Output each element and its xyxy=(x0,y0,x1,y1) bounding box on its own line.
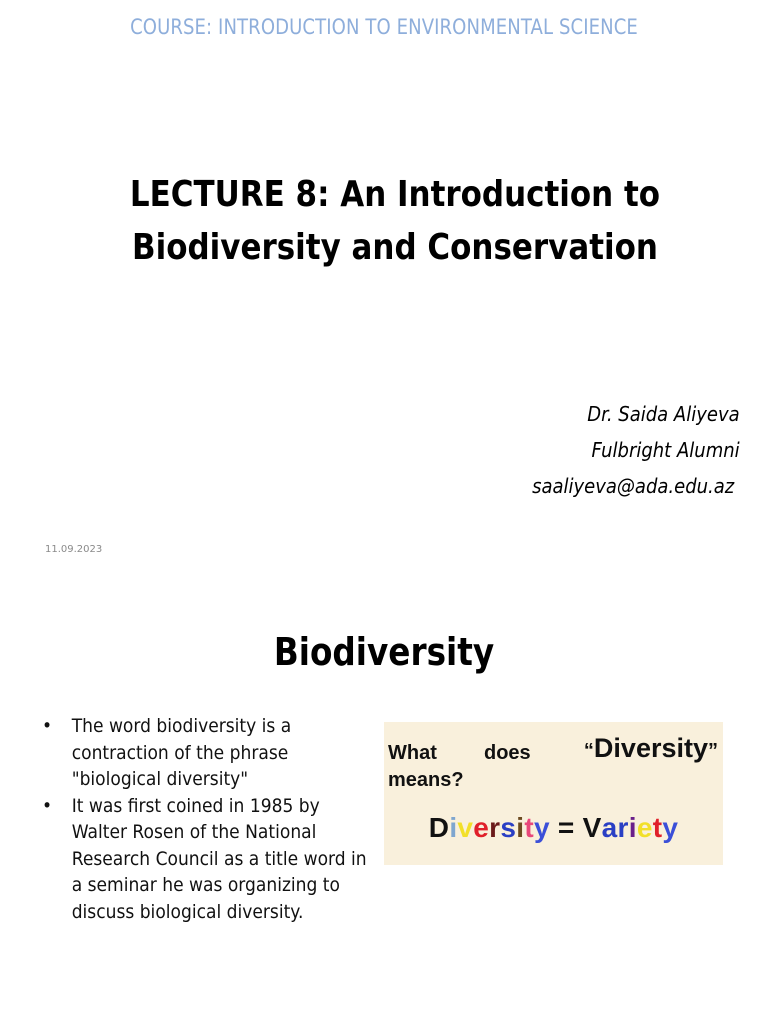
equation-letter: r xyxy=(489,812,501,843)
equation-letter: v xyxy=(457,812,474,843)
equation-letter: i xyxy=(516,812,525,843)
bullet-icon: • xyxy=(42,715,53,737)
question-word-what: What xyxy=(388,742,437,764)
course-heading: COURSE: INTRODUCTION TO ENVIRONMENTAL SCIENCE xyxy=(130,15,638,39)
equation-letter: t xyxy=(524,812,534,843)
equation-letter: i xyxy=(628,812,637,843)
lecture-title-line-2: Biodiversity and Conservation xyxy=(132,227,658,268)
equation-letter: = xyxy=(549,812,583,843)
question-term: “Diversity” xyxy=(583,733,718,763)
bullet-icon: • xyxy=(42,794,53,817)
equation-letter: V xyxy=(582,812,602,843)
equation-letter: r xyxy=(617,812,629,843)
equation-letter: t xyxy=(652,812,663,843)
bullet-text: It was first coined in 1985 by Walter Rosen of the National Research Council as a title word in a seminar he was organizing to discuss biological diversity. xyxy=(71,794,367,923)
question-line-2: means? xyxy=(388,769,464,791)
lecture-title xyxy=(55,168,734,274)
bullet-list xyxy=(42,713,382,925)
author-affiliation: Fulbright Alumni xyxy=(591,438,740,462)
diversity-image xyxy=(384,722,723,865)
equation-letter: e xyxy=(636,812,653,843)
equation-letter: y xyxy=(533,812,550,843)
author-email: saaliyeva@ada.edu.az xyxy=(532,474,735,498)
equation-letter: i xyxy=(449,812,458,843)
diversity-equals-variety xyxy=(384,812,723,844)
equation-letter: y xyxy=(662,812,679,843)
lecture-title-line-1: LECTURE 8: An Introduction to xyxy=(129,174,661,215)
author-block xyxy=(532,396,740,504)
equation-letter: e xyxy=(473,812,490,843)
equation-letter: s xyxy=(500,812,517,843)
slide-date: 11.09.2023 xyxy=(45,544,103,555)
question-word-does: does xyxy=(484,742,531,764)
slide-heading: Biodiversity xyxy=(273,630,495,674)
bullet-text: The word biodiversity is a contraction of the phrase "biological diversity" xyxy=(71,715,292,790)
bullet-item xyxy=(42,713,375,793)
slide-biodiversity xyxy=(0,575,768,1024)
author-name: Dr. Saida Aliyeva xyxy=(587,402,740,426)
equation-letter: D xyxy=(428,812,450,843)
equation-letter: a xyxy=(601,812,618,843)
bullet-item xyxy=(42,793,375,926)
